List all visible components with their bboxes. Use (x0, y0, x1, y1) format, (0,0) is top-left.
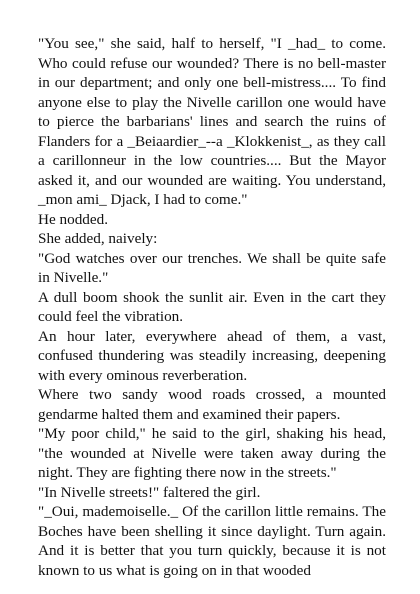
paragraph-2: He nodded. (38, 210, 109, 228)
document-page (38, 34, 386, 580)
paragraph-6: An hour later, everywhere ahead of them, a vast, confused thundering was steadily increasing, deepening with every ominous reverberation. (38, 327, 386, 384)
paragraph-9: "In Nivelle streets!" faltered the girl. (38, 483, 261, 501)
paragraph-3: She added, naively: (38, 230, 158, 247)
paragraph-7: Where two sandy wood roads crossed, a mounted gendarme halted them and examined their papers. (38, 386, 386, 423)
paragraph-1: "You see," she said, half to herself, "I _had_ to come. Who could refuse our wounded? There is no bell-master in our department; and only one bell-mistress.... To find anyone else to play the Nivelle carillon one would have to pierce the barbarians' lines and search the ruins of Flanders for a _Beiaardier_--a _Klokkenist_, as they call a carillonneur in the low countries.... But the Mayor asked it, and our wounded are waiting. You understand, _mon ami_ Djack, I had to come." (38, 35, 386, 208)
paragraph-8: "My poor child," he said to the girl, shaking his head, "the wounded at Nivelle were taken away during the night. They are fighting there now in the streets." (38, 425, 386, 481)
paragraph-5: A dull boom shook the sunlit air. Even in the cart they could feel the vibration. (38, 288, 386, 325)
paragraph-10: "_Oui, mademoiselle._ Of the carillon little remains. The Boches have been shelling it since daylight. Turn again. And it is better that you turn quickly, because it is not known to us what is going on in that wooded (38, 503, 386, 579)
paragraph-4: "God watches over our trenches. We shall be quite safe in Nivelle." (38, 249, 386, 286)
